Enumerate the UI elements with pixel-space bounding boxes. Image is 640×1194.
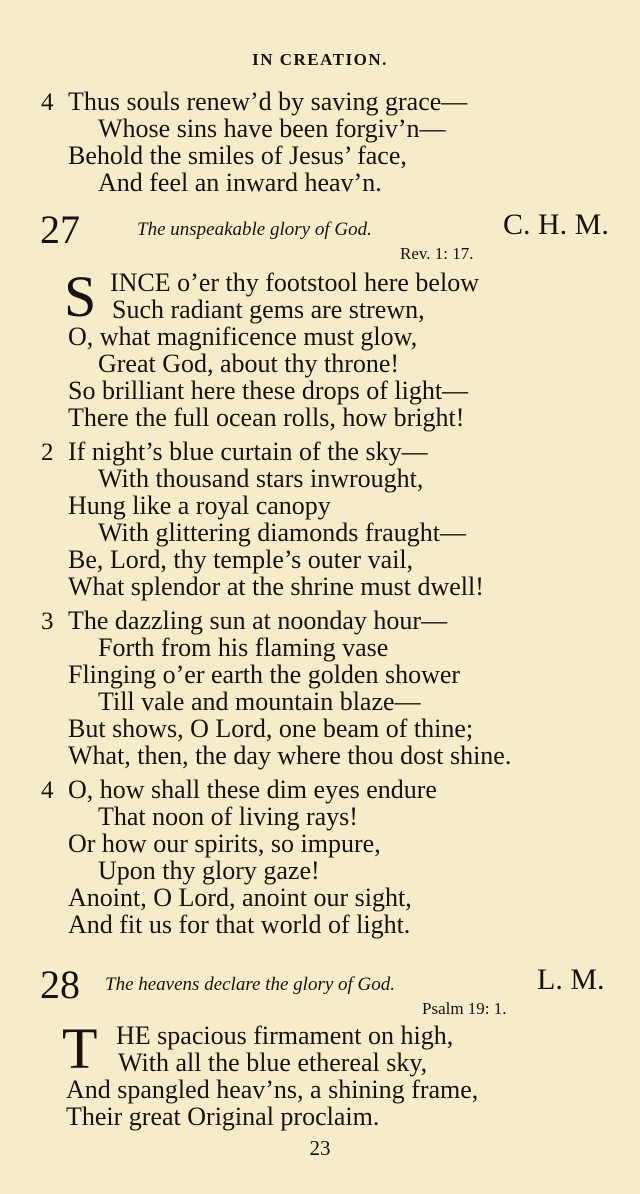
verse-line: O, what magnificence must glow,: [68, 322, 418, 351]
verse-line: The dazzling sun at noonday hour—: [68, 606, 448, 635]
page-number: 23: [309, 1136, 331, 1160]
verse-line: With all the blue ethereal sky,: [118, 1048, 428, 1077]
hymn-title: The heavens declare the glory of God.: [105, 974, 396, 995]
hymn-title: The unspeakable glory of God.: [137, 219, 372, 240]
verse-line: Upon thy glory gaze!: [98, 856, 320, 885]
verse-line: And fit us for that world of light.: [68, 910, 411, 939]
hymn-number: 28: [40, 962, 80, 1007]
verse-number: 4: [41, 89, 54, 116]
verse-line: If night’s blue curtain of the sky—: [68, 437, 428, 466]
verse-line: Be, Lord, thy temple’s outer vail,: [68, 545, 414, 574]
verse-line: Forth from his flaming vase: [98, 633, 389, 662]
verse-line: Thus souls renew’d by saving grace—: [68, 87, 468, 116]
verse-number: 2: [41, 439, 54, 466]
verse-number: 3: [41, 608, 54, 635]
verse-line: Anoint, O Lord, anoint our sight,: [68, 883, 412, 912]
verse-line: Such radiant gems are strewn,: [112, 295, 425, 324]
verse-line: O, how shall these dim eyes endure: [68, 775, 437, 804]
verse-line: And spangled heav’ns, a shining frame,: [66, 1075, 479, 1104]
verse-line: Or how our spirits, so impure,: [68, 829, 381, 858]
verse-line: So brilliant here these drops of light—: [68, 376, 469, 405]
drop-cap: T: [62, 1016, 98, 1081]
verse-line: Behold the smiles of Jesus’ face,: [68, 141, 407, 170]
verse-line: Whose sins have been forgiv’n—: [98, 114, 446, 143]
verse-line: What, then, the day where thou dost shine.: [68, 741, 512, 770]
verse-line: But shows, O Lord, one beam of thine;: [68, 714, 474, 743]
verse-line: And feel an inward heav’n.: [98, 168, 382, 197]
verse-line: With glittering diamonds fraught—: [98, 518, 466, 547]
drop-cap: S: [64, 264, 97, 329]
verse-line: That noon of living rays!: [98, 802, 358, 831]
verse-line: INCE o’er thy footstool here below: [110, 268, 479, 297]
hymn-meter: C. H. M.: [503, 208, 609, 241]
hymn-meter: L. M.: [537, 963, 605, 996]
scripture-reference: Rev. 1: 17.: [400, 244, 474, 263]
verse-line: HE spacious firmament on high,: [116, 1021, 454, 1050]
running-header: IN CREATION.: [252, 50, 388, 69]
verse-line: What splendor at the shrine must dwell!: [68, 572, 484, 601]
scripture-reference: Psalm 19: 1.: [422, 999, 507, 1018]
verse-line: With thousand stars inwrought,: [98, 464, 424, 493]
verse-line: Hung like a royal canopy: [68, 491, 331, 520]
verse-line: Flinging o’er earth the golden shower: [68, 660, 461, 689]
verse-line: Their great Original proclaim.: [66, 1102, 380, 1131]
verse-line: Great God, about thy throne!: [98, 349, 400, 378]
verse-line: There the full ocean rolls, how bright!: [68, 403, 465, 432]
hymn-number: 27: [40, 207, 80, 252]
verse-line: Till vale and mountain blaze—: [98, 687, 421, 716]
verse-number: 4: [41, 777, 54, 804]
